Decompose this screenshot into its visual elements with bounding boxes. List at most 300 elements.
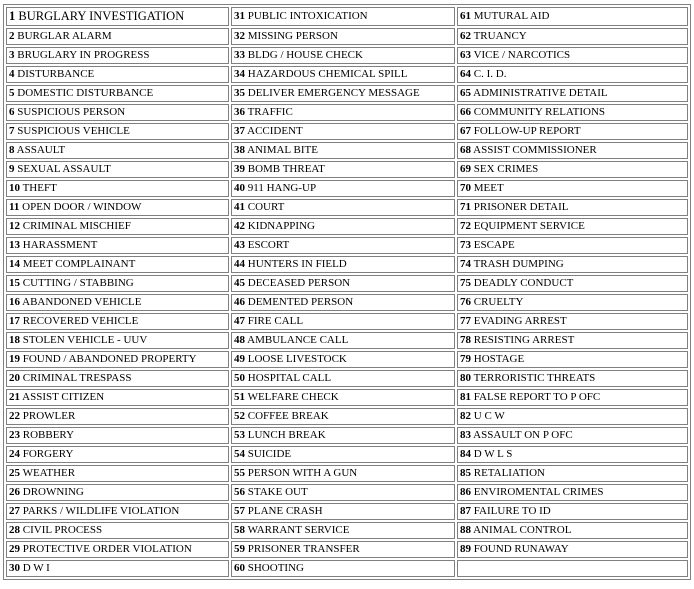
code-cell: [457, 275, 688, 292]
code-label: DOMESTIC DISTURBANCE: [17, 87, 154, 99]
code-label: SUICIDE: [247, 448, 292, 460]
code-cell: [457, 142, 688, 159]
code-label: HOSPITAL CALL: [247, 372, 332, 384]
code-label: SUSPICIOUS VEHICLE: [17, 125, 130, 137]
code-cell: [231, 161, 455, 178]
code-cell: [457, 237, 688, 254]
code-number: 15: [9, 277, 20, 289]
code-label: CRIMINAL TRESPASS: [22, 372, 132, 384]
code-cell: [231, 408, 455, 425]
table-row: [6, 218, 688, 235]
code-number: 68: [460, 144, 471, 156]
code-number: 58: [234, 524, 245, 536]
code-label: DEADLY CONDUCT: [473, 277, 574, 289]
code-label: C. I. D.: [473, 68, 507, 80]
code-number: 84: [460, 448, 471, 460]
code-label: TRUANCY: [473, 30, 527, 42]
code-label: CRIMINAL MISCHIEF: [22, 220, 131, 232]
code-label: SEX CRIMES: [473, 163, 539, 175]
code-cell: [231, 560, 455, 577]
code-number: 45: [234, 277, 245, 289]
code-number: 36: [234, 106, 245, 118]
table-row: [6, 66, 688, 83]
call-codes-table: [3, 4, 691, 580]
code-number: 44: [234, 258, 245, 270]
code-label: 911 HANG-UP: [247, 182, 317, 194]
code-number: 5: [9, 87, 15, 99]
code-cell: [6, 408, 229, 425]
code-number: 78: [460, 334, 471, 346]
code-number: 61: [460, 10, 471, 22]
code-cell: [6, 28, 229, 45]
code-cell: [457, 446, 688, 463]
code-number: 59: [234, 543, 245, 555]
code-number: 32: [234, 30, 245, 42]
code-cell: [457, 313, 688, 330]
code-label: BLDG / HOUSE CHECK: [247, 49, 363, 61]
code-number: 80: [460, 372, 471, 384]
code-cell: [457, 484, 688, 501]
code-label: MEET: [473, 182, 504, 194]
code-cell: [6, 313, 229, 330]
code-cell: [231, 47, 455, 64]
code-label: FOUND RUNAWAY: [473, 543, 569, 555]
code-label: AMBULANCE CALL: [247, 334, 349, 346]
code-number: 13: [9, 239, 20, 251]
code-label: DEMENTED PERSON: [247, 296, 354, 308]
code-label: COMMUNITY RELATIONS: [473, 106, 606, 118]
code-cell: [231, 218, 455, 235]
code-label: COURT: [247, 201, 285, 213]
code-label: HUNTERS IN FIELD: [247, 258, 347, 270]
code-number: 17: [9, 315, 20, 327]
code-label: WEATHER: [22, 467, 76, 479]
code-cell: [231, 351, 455, 368]
code-label: PARKS / WILDLIFE VIOLATION: [22, 505, 180, 517]
code-cell: [6, 85, 229, 102]
code-number: 87: [460, 505, 471, 517]
code-cell: [231, 332, 455, 349]
table-row: [6, 560, 688, 577]
code-cell: [6, 66, 229, 83]
code-number: 77: [460, 315, 471, 327]
table-row: [6, 446, 688, 463]
code-cell: [231, 522, 455, 539]
code-number: 50: [234, 372, 245, 384]
code-label: BURGLAR ALARM: [17, 30, 112, 42]
code-number: 29: [9, 543, 20, 555]
code-cell: [457, 408, 688, 425]
code-cell: [6, 237, 229, 254]
code-number: 6: [9, 106, 15, 118]
code-number: 71: [460, 201, 471, 213]
code-label: ADMINISTRATIVE DETAIL: [473, 87, 608, 99]
table-row: [6, 484, 688, 501]
code-cell: [6, 294, 229, 311]
code-cell: [231, 465, 455, 482]
code-number: 12: [9, 220, 20, 232]
code-number: 53: [234, 429, 245, 441]
code-cell: [6, 218, 229, 235]
code-number: 65: [460, 87, 471, 99]
code-number: 89: [460, 543, 471, 555]
table-row: [6, 123, 688, 140]
code-cell: [457, 161, 688, 178]
table-row: [6, 180, 688, 197]
code-number: 28: [9, 524, 20, 536]
code-cell: [231, 275, 455, 292]
code-label: PUBLIC INTOXICATION: [247, 10, 368, 22]
table-row: [6, 28, 688, 45]
code-label: STAKE OUT: [247, 486, 308, 498]
code-label: PROTECTIVE ORDER VIOLATION: [22, 543, 192, 555]
code-cell: [231, 7, 455, 26]
code-number: 75: [460, 277, 471, 289]
code-number: 34: [234, 68, 245, 80]
code-number: 19: [9, 353, 20, 365]
code-cell: [457, 332, 688, 349]
table-row: [6, 389, 688, 406]
code-label: KIDNAPPING: [247, 220, 315, 232]
code-cell: [457, 123, 688, 140]
code-label: ENVIROMENTAL CRIMES: [473, 486, 604, 498]
code-number: 8: [9, 144, 15, 156]
code-label: HOSTAGE: [473, 353, 525, 365]
code-label: FALSE REPORT TO P OFC: [473, 391, 601, 403]
code-label: EQUIPMENT SERVICE: [473, 220, 585, 232]
code-label: ESCORT: [247, 239, 290, 251]
code-number: 46: [234, 296, 245, 308]
code-number: 21: [9, 391, 20, 403]
table-row: [6, 313, 688, 330]
code-cell: [6, 541, 229, 558]
table-row: [6, 161, 688, 178]
code-label: ASSAULT: [16, 144, 66, 156]
code-label: STOLEN VEHICLE - UUV: [22, 334, 148, 346]
code-label: D W L S: [473, 448, 513, 460]
code-number: 43: [234, 239, 245, 251]
code-label: PRISONER DETAIL: [473, 201, 569, 213]
code-number: 35: [234, 87, 245, 99]
code-cell: [457, 104, 688, 121]
code-label: TRASH DUMPING: [473, 258, 564, 270]
code-cell: [457, 199, 688, 216]
code-cell: [231, 503, 455, 520]
code-label: COFFEE BREAK: [247, 410, 329, 422]
code-cell: [457, 522, 688, 539]
code-label: ASSIST COMMISSIONER: [473, 144, 597, 156]
code-cell: [6, 503, 229, 520]
code-cell: [457, 465, 688, 482]
code-cell: [6, 161, 229, 178]
code-number: 18: [9, 334, 20, 346]
code-number: 40: [234, 182, 245, 194]
code-label: CIVIL PROCESS: [22, 524, 103, 536]
code-label: THEFT: [22, 182, 57, 194]
code-number: 11: [9, 201, 20, 213]
code-cell: [231, 180, 455, 197]
code-cell: [6, 123, 229, 140]
code-label: MEET COMPLAINANT: [22, 258, 136, 270]
code-cell: [231, 370, 455, 387]
code-label: HAZARDOUS CHEMICAL SPILL: [247, 68, 408, 80]
code-label: ACCIDENT: [247, 125, 303, 137]
code-label: MUTURAL AID: [473, 10, 550, 22]
code-number: 66: [460, 106, 471, 118]
code-cell: [6, 484, 229, 501]
code-cell: [231, 294, 455, 311]
code-number: 10: [9, 182, 20, 194]
code-number: 86: [460, 486, 471, 498]
table-row: [6, 503, 688, 520]
code-cell: [231, 123, 455, 140]
table-row: [6, 199, 688, 216]
code-cell: [6, 142, 229, 159]
code-label: HARASSMENT: [22, 239, 98, 251]
code-number: 25: [9, 467, 20, 479]
code-cell: [6, 389, 229, 406]
code-cell: [6, 522, 229, 539]
code-number: 37: [234, 125, 245, 137]
code-number: 7: [9, 125, 15, 137]
table-row: [6, 427, 688, 444]
code-number: 69: [460, 163, 471, 175]
code-cell: [457, 389, 688, 406]
code-cell: [457, 541, 688, 558]
code-label: CRUELTY: [473, 296, 524, 308]
code-label: ASSIST CITIZEN: [22, 391, 105, 403]
table-row: [6, 465, 688, 482]
code-label: EVADING ARREST: [473, 315, 567, 327]
code-label: DISTURBANCE: [17, 68, 95, 80]
code-cell: [457, 370, 688, 387]
code-label: ROBBERY: [22, 429, 75, 441]
table-row: [6, 7, 688, 26]
code-label: WARRANT SERVICE: [247, 524, 350, 536]
code-label: DROWNING: [22, 486, 84, 498]
code-cell: [6, 351, 229, 368]
table-row: [6, 142, 688, 159]
code-cell: [6, 180, 229, 197]
code-number: 1: [9, 9, 16, 23]
code-cell: [231, 427, 455, 444]
code-cell: [457, 351, 688, 368]
code-cell: [231, 446, 455, 463]
code-number: 51: [234, 391, 245, 403]
code-number: 33: [234, 49, 245, 61]
code-number: 38: [234, 144, 245, 156]
code-number: 72: [460, 220, 471, 232]
code-number: 2: [9, 30, 15, 42]
code-number: 55: [234, 467, 245, 479]
code-cell: [6, 560, 229, 577]
code-cell: [6, 256, 229, 273]
code-cell: [6, 332, 229, 349]
code-label: BOMB THREAT: [247, 163, 325, 175]
code-number: 54: [234, 448, 245, 460]
code-cell: [457, 7, 688, 26]
code-cell: [457, 85, 688, 102]
code-number: 67: [460, 125, 471, 137]
code-number: 79: [460, 353, 471, 365]
code-cell: [6, 370, 229, 387]
code-number: 74: [460, 258, 471, 270]
code-number: 3: [9, 49, 15, 61]
code-label: SEXUAL ASSAULT: [17, 163, 111, 175]
code-cell: [457, 427, 688, 444]
code-label: CUTTING / STABBING: [22, 277, 134, 289]
code-cell: [6, 47, 229, 64]
code-number: 62: [460, 30, 471, 42]
code-cell: [6, 427, 229, 444]
table-row: [6, 237, 688, 254]
code-number: 26: [9, 486, 20, 498]
code-label: ANIMAL CONTROL: [473, 524, 572, 536]
code-label: DELIVER EMERGENCY MESSAGE: [247, 87, 420, 99]
table-row: [6, 294, 688, 311]
code-cell: [231, 85, 455, 102]
code-label: FAILURE TO ID: [473, 505, 551, 517]
code-cell: [231, 541, 455, 558]
code-label: FIRE CALL: [247, 315, 304, 327]
code-cell: [6, 7, 229, 26]
code-cell: [231, 142, 455, 159]
code-cell: [231, 313, 455, 330]
code-cell: [6, 465, 229, 482]
code-label: VICE / NARCOTICS: [473, 49, 571, 61]
table-row: [6, 408, 688, 425]
code-label: RECOVERED VEHICLE: [22, 315, 139, 327]
code-label: FORGERY: [22, 448, 74, 460]
code-number: 47: [234, 315, 245, 327]
code-cell: [457, 28, 688, 45]
call-codes-table-body: [6, 7, 688, 577]
table-row: [6, 85, 688, 102]
code-number: 49: [234, 353, 245, 365]
code-label: LOOSE LIVESTOCK: [247, 353, 347, 365]
table-row: [6, 332, 688, 349]
code-label: TRAFFIC: [247, 106, 293, 118]
table-row: [6, 370, 688, 387]
code-cell: [6, 275, 229, 292]
code-number: 48: [234, 334, 245, 346]
code-cell: [231, 256, 455, 273]
code-number: 56: [234, 486, 245, 498]
code-number: 52: [234, 410, 245, 422]
table-row: [6, 351, 688, 368]
table-row: [6, 275, 688, 292]
code-label: PROWLER: [22, 410, 76, 422]
code-cell: [6, 104, 229, 121]
code-label: D W I: [22, 562, 50, 574]
code-label: OPEN DOOR / WINDOW: [22, 201, 142, 213]
code-cell: [231, 28, 455, 45]
code-cell: [231, 66, 455, 83]
code-label: BURGLARY INVESTIGATION: [18, 9, 185, 23]
code-label: PLANE CRASH: [247, 505, 323, 517]
code-label: PERSON WITH A GUN: [247, 467, 358, 479]
code-label: FOLLOW-UP REPORT: [473, 125, 581, 137]
code-label: RETALIATION: [473, 467, 545, 479]
code-label: ABANDONED VEHICLE: [22, 296, 142, 308]
code-cell: [231, 484, 455, 501]
code-number: 70: [460, 182, 471, 194]
code-cell: [457, 256, 688, 273]
code-number: 83: [460, 429, 471, 441]
code-number: 76: [460, 296, 471, 308]
code-cell: [6, 446, 229, 463]
code-cell: [457, 218, 688, 235]
code-label: PRISONER TRANSFER: [247, 543, 360, 555]
table-row: [6, 541, 688, 558]
code-number: 41: [234, 201, 245, 213]
code-label: TERRORISTIC THREATS: [473, 372, 596, 384]
code-number: 27: [9, 505, 20, 517]
code-cell: [231, 389, 455, 406]
code-number: 88: [460, 524, 471, 536]
code-label: LUNCH BREAK: [247, 429, 326, 441]
code-label: ESCAPE: [473, 239, 515, 251]
code-label: ANIMAL BITE: [247, 144, 318, 156]
code-cell: [457, 180, 688, 197]
code-number: 60: [234, 562, 245, 574]
code-label: U C W: [473, 410, 505, 422]
table-row: [6, 104, 688, 121]
code-label: SHOOTING: [247, 562, 304, 574]
code-number: 31: [234, 10, 245, 22]
code-number: 85: [460, 467, 471, 479]
code-number: 16: [9, 296, 20, 308]
code-number: 30: [9, 562, 20, 574]
code-number: 57: [234, 505, 245, 517]
code-cell: [231, 237, 455, 254]
code-cell: [457, 503, 688, 520]
code-label: WELFARE CHECK: [247, 391, 339, 403]
code-label: RESISTING ARREST: [473, 334, 575, 346]
code-cell: [457, 66, 688, 83]
code-number: 24: [9, 448, 20, 460]
code-cell: [231, 199, 455, 216]
code-label: FOUND / ABANDONED PROPERTY: [22, 353, 197, 365]
table-row: [6, 522, 688, 539]
code-number: 20: [9, 372, 20, 384]
code-number: 81: [460, 391, 471, 403]
code-cell: [6, 199, 229, 216]
code-number: 73: [460, 239, 471, 251]
code-number: 14: [9, 258, 20, 270]
code-number: 42: [234, 220, 245, 232]
code-cell: [457, 47, 688, 64]
code-label: SUSPICIOUS PERSON: [17, 106, 126, 118]
code-number: 39: [234, 163, 245, 175]
code-label: DECEASED PERSON: [247, 277, 351, 289]
code-number: 64: [460, 68, 471, 80]
code-number: 63: [460, 49, 471, 61]
empty-cell: [457, 560, 688, 577]
code-number: 4: [9, 68, 15, 80]
code-label: BRUGLARY IN PROGRESS: [17, 49, 150, 61]
code-number: 23: [9, 429, 20, 441]
code-label: ASSAULT ON P OFC: [473, 429, 573, 441]
code-label: MISSING PERSON: [247, 30, 338, 42]
code-number: 9: [9, 163, 15, 175]
code-number: 82: [460, 410, 471, 422]
code-cell: [457, 294, 688, 311]
table-row: [6, 47, 688, 64]
code-cell: [231, 104, 455, 121]
table-row: [6, 256, 688, 273]
code-number: 22: [9, 410, 20, 422]
